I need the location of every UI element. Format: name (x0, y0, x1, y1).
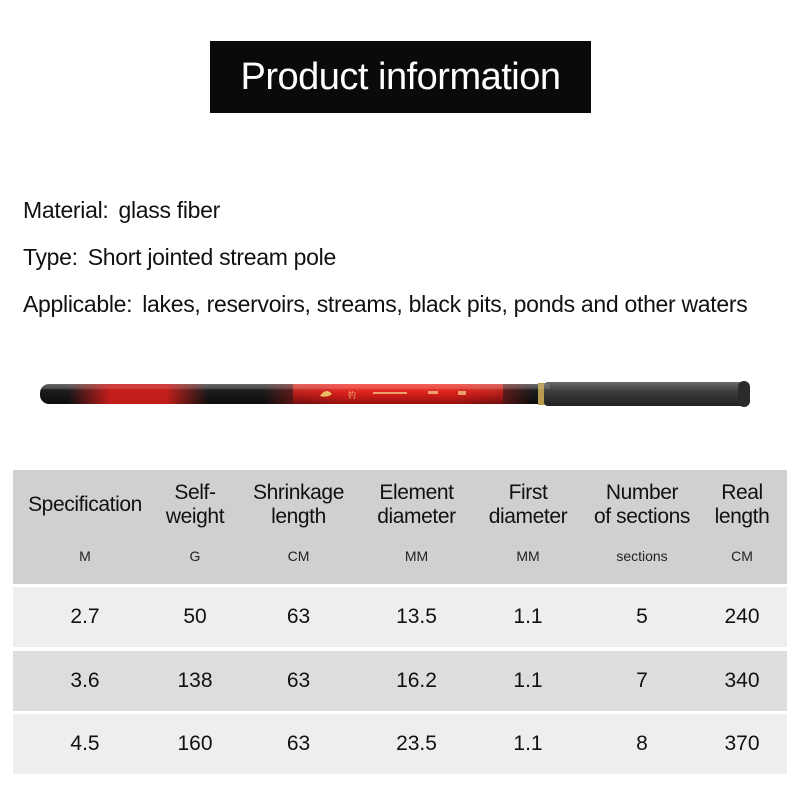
col-title: First (508, 481, 548, 504)
table-cell: 3.6 (13, 651, 157, 711)
col-title: Number (605, 481, 679, 504)
col-self-weight (157, 470, 233, 584)
col-title: Self- (174, 481, 216, 504)
col-unit: M (79, 548, 91, 564)
table-cell: 4.5 (13, 714, 157, 774)
table-cell: 1.1 (469, 714, 587, 774)
col-unit: MM (404, 548, 429, 564)
col-title: length (271, 505, 326, 528)
col-specification (13, 470, 157, 584)
col-number-of-sections (587, 470, 697, 584)
col-title: of sections (594, 505, 690, 528)
table-cell: 2.7 (13, 587, 157, 647)
info-applicable-label: Applicable: (23, 291, 133, 317)
col-unit: sections (616, 548, 668, 564)
table-cell: 8 (587, 714, 697, 774)
info-material-label: Material: (23, 197, 109, 223)
fishing-rod-icon (38, 378, 753, 410)
info-type-label: Type: (23, 244, 78, 270)
page-title-text: Product information (240, 55, 561, 98)
table-cell: 370 (697, 714, 787, 774)
col-element-diameter (364, 470, 469, 584)
table-cell: 5 (587, 587, 697, 647)
svg-text:钓: 钓 (348, 391, 356, 400)
table-cell: 1.1 (469, 587, 587, 647)
info-type-value: Short jointed stream pole (87, 244, 336, 270)
col-title: diameter (488, 505, 568, 528)
col-unit: MM (516, 548, 540, 564)
col-title: diameter (377, 505, 456, 528)
table-cell: 340 (697, 651, 787, 711)
col-title: weight (165, 505, 225, 528)
info-applicable (23, 291, 747, 318)
info-type (23, 244, 336, 271)
info-material-value: glass fiber (118, 197, 221, 223)
table-header-row (13, 470, 787, 584)
col-unit: CM (731, 548, 753, 564)
col-real-length (697, 470, 787, 584)
table-row (13, 587, 787, 647)
table-cell: 63 (233, 651, 364, 711)
table-cell: 1.1 (469, 651, 587, 711)
table-row (13, 714, 787, 774)
table-cell: 7 (587, 651, 697, 711)
fishing-rod-image (38, 378, 753, 410)
col-title: Specification (28, 493, 142, 516)
col-unit: CM (287, 548, 310, 564)
col-unit: G (189, 548, 201, 564)
page-title (210, 41, 591, 113)
table-cell: 63 (233, 587, 364, 647)
table-cell: 63 (233, 714, 364, 774)
col-shrinkage-length (233, 470, 364, 584)
info-material (23, 197, 220, 224)
col-first-diameter (469, 470, 587, 584)
table-cell: 13.5 (364, 587, 469, 647)
info-applicable-value: lakes, reservoirs, streams, black pits, ponds and other waters (142, 291, 748, 317)
table-cell: 16.2 (364, 651, 469, 711)
col-title: Shrinkage (253, 481, 344, 504)
col-title: length (714, 505, 770, 528)
table-cell: 160 (157, 714, 233, 774)
spec-table (13, 470, 787, 774)
col-title: Element (379, 481, 454, 504)
table-cell: 240 (697, 587, 787, 647)
table-cell: 50 (157, 587, 233, 647)
table-cell: 23.5 (364, 714, 469, 774)
table-row (13, 651, 787, 711)
table-cell: 138 (157, 651, 233, 711)
col-title: Real (721, 481, 763, 504)
